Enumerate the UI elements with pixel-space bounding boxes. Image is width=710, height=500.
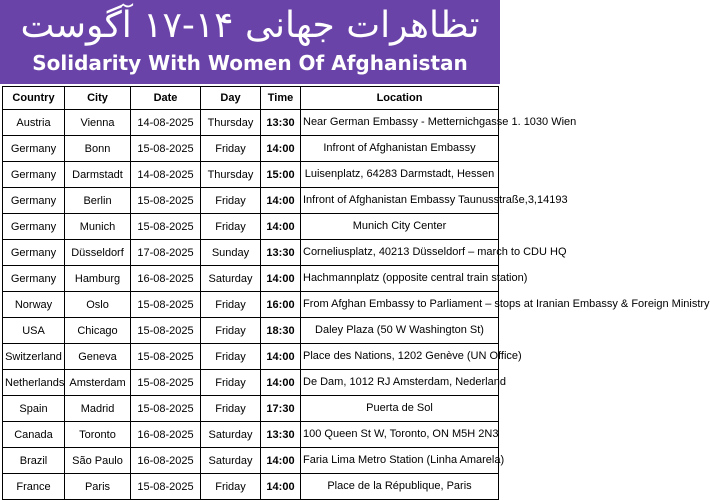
cell-country: Germany xyxy=(3,266,65,292)
cell-date: 15-08-2025 xyxy=(131,318,201,344)
cell-city: Bonn xyxy=(65,136,131,162)
cell-day: Friday xyxy=(201,188,261,214)
cell-location: De Dam, 1012 RJ Amsterdam, Nederland xyxy=(301,370,499,396)
cell-day: Friday xyxy=(201,136,261,162)
cell-country: Germany xyxy=(3,214,65,240)
table-row xyxy=(3,266,499,292)
cell-time: 14:00 xyxy=(261,344,301,370)
cell-city: Darmstadt xyxy=(65,162,131,188)
cell-location: Corneliusplatz, 40213 Düsseldorf – march to CDU HQ xyxy=(301,240,499,266)
cell-city: Chicago xyxy=(65,318,131,344)
cell-time: 13:30 xyxy=(261,110,301,136)
cell-date: 16-08-2025 xyxy=(131,422,201,448)
table-row xyxy=(3,110,499,136)
header-date: Date xyxy=(131,87,201,110)
cell-country: Austria xyxy=(3,110,65,136)
table-row xyxy=(3,318,499,344)
cell-country: Netherlands xyxy=(3,370,65,396)
cell-day: Sunday xyxy=(201,240,261,266)
cell-city: Madrid xyxy=(65,396,131,422)
cell-country: Norway xyxy=(3,292,65,318)
cell-location: From Afghan Embassy to Parliament – stops at Iranian Embassy & Foreign Ministry xyxy=(301,292,499,318)
cell-country: Switzerland xyxy=(3,344,65,370)
cell-date: 15-08-2025 xyxy=(131,344,201,370)
header-country: Country xyxy=(3,87,65,110)
cell-time: 14:00 xyxy=(261,474,301,500)
table-row xyxy=(3,448,499,474)
cell-date: 15-08-2025 xyxy=(131,396,201,422)
cell-date: 15-08-2025 xyxy=(131,214,201,240)
cell-city: Paris xyxy=(65,474,131,500)
cell-country: USA xyxy=(3,318,65,344)
cell-date: 15-08-2025 xyxy=(131,136,201,162)
cell-day: Friday xyxy=(201,214,261,240)
cell-date: 15-08-2025 xyxy=(131,474,201,500)
cell-city: Geneva xyxy=(65,344,131,370)
cell-city: Hamburg xyxy=(65,266,131,292)
cell-date: 16-08-2025 xyxy=(131,448,201,474)
header-banner xyxy=(0,0,500,84)
cell-country: Spain xyxy=(3,396,65,422)
cell-time: 14:00 xyxy=(261,370,301,396)
cell-time: 15:00 xyxy=(261,162,301,188)
table-row xyxy=(3,188,499,214)
cell-city: Berlin xyxy=(65,188,131,214)
cell-country: Brazil xyxy=(3,448,65,474)
cell-date: 15-08-2025 xyxy=(131,292,201,318)
header-location: Location xyxy=(301,87,499,110)
cell-city: Munich xyxy=(65,214,131,240)
header-city: City xyxy=(65,87,131,110)
table-row xyxy=(3,162,499,188)
table-row xyxy=(3,292,499,318)
cell-location: Daley Plaza (50 W Washington St) xyxy=(301,318,499,344)
table-header-row xyxy=(3,87,499,110)
cell-city: Oslo xyxy=(65,292,131,318)
cell-location: Place de la République, Paris xyxy=(301,474,499,500)
cell-location: Luisenplatz, 64283 Darmstadt, Hessen xyxy=(301,162,499,188)
table-row xyxy=(3,370,499,396)
cell-city: Düsseldorf xyxy=(65,240,131,266)
cell-location: Puerta de Sol xyxy=(301,396,499,422)
cell-date: 14-08-2025 xyxy=(131,110,201,136)
cell-location: Infront of Afghanistan Embassy Taunusstraße,3,14193 xyxy=(301,188,499,214)
table-row xyxy=(3,136,499,162)
cell-time: 14:00 xyxy=(261,136,301,162)
cell-date: 17-08-2025 xyxy=(131,240,201,266)
cell-city: Toronto xyxy=(65,422,131,448)
cell-time: 14:00 xyxy=(261,188,301,214)
cell-time: 13:30 xyxy=(261,240,301,266)
cell-day: Friday xyxy=(201,292,261,318)
cell-time: 13:30 xyxy=(261,422,301,448)
cell-day: Friday xyxy=(201,318,261,344)
cell-location: 100 Queen St W, Toronto, ON M5H 2N3 xyxy=(301,422,499,448)
cell-location: Faria Lima Metro Station (Linha Amarela) xyxy=(301,448,499,474)
cell-country: Germany xyxy=(3,136,65,162)
cell-city: Amsterdam xyxy=(65,370,131,396)
cell-time: 14:00 xyxy=(261,448,301,474)
cell-day: Saturday xyxy=(201,266,261,292)
table-row xyxy=(3,344,499,370)
cell-day: Friday xyxy=(201,344,261,370)
cell-day: Saturday xyxy=(201,422,261,448)
cell-country: Germany xyxy=(3,240,65,266)
cell-day: Saturday xyxy=(201,448,261,474)
cell-date: 15-08-2025 xyxy=(131,188,201,214)
table-row xyxy=(3,422,499,448)
cell-location: Munich City Center xyxy=(301,214,499,240)
header-time: Time xyxy=(261,87,301,110)
table-row xyxy=(3,474,499,500)
cell-time: 17:30 xyxy=(261,396,301,422)
cell-day: Friday xyxy=(201,474,261,500)
cell-country: Germany xyxy=(3,188,65,214)
cell-location: Place des Nations, 1202 Genève (UN Office) xyxy=(301,344,499,370)
schedule-table xyxy=(2,86,710,500)
table-row xyxy=(3,214,499,240)
cell-city: Vienna xyxy=(65,110,131,136)
cell-time: 18:30 xyxy=(261,318,301,344)
title-farsi: تظاهرات جهانی ۱۴-۱۷ آگوست xyxy=(20,5,480,46)
cell-day: Friday xyxy=(201,396,261,422)
cell-date: 14-08-2025 xyxy=(131,162,201,188)
cell-location: Hachmannplatz (opposite central train station) xyxy=(301,266,499,292)
cell-date: 15-08-2025 xyxy=(131,370,201,396)
cell-country: Canada xyxy=(3,422,65,448)
cell-location: Infront of Afghanistan Embassy xyxy=(301,136,499,162)
cell-country: France xyxy=(3,474,65,500)
cell-time: 16:00 xyxy=(261,292,301,318)
cell-location: Near German Embassy - Metternichgasse 1. 1030 Wien xyxy=(301,110,499,136)
table-row xyxy=(3,396,499,422)
table-row xyxy=(3,240,499,266)
cell-date: 16-08-2025 xyxy=(131,266,201,292)
cell-day: Thursday xyxy=(201,162,261,188)
header-day: Day xyxy=(201,87,261,110)
cell-city: São Paulo xyxy=(65,448,131,474)
cell-time: 14:00 xyxy=(261,214,301,240)
cell-country: Germany xyxy=(3,162,65,188)
cell-day: Thursday xyxy=(201,110,261,136)
cell-time: 14:00 xyxy=(261,266,301,292)
cell-day: Friday xyxy=(201,370,261,396)
title-english: Solidarity With Women Of Afghanistan xyxy=(32,51,468,75)
